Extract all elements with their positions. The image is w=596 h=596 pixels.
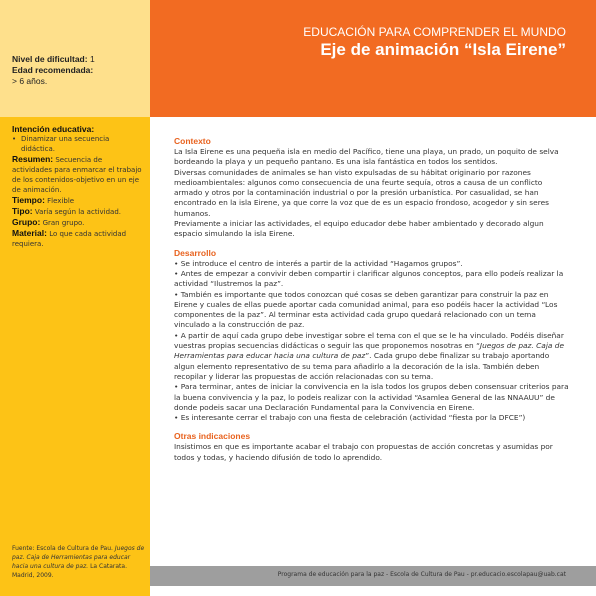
supertitle: EDUCACIÓN PARA COMPRENDER EL MUNDO: [303, 25, 566, 39]
main-content: [174, 136, 570, 463]
difficulty-row: [12, 54, 144, 65]
summary-label: Resumen:: [12, 154, 54, 164]
context-paragraph: La Isla Eirene es una pequeña isla en medio del Pacífico, tiene una playa, un prado, un poquito de selva bordeando la playa y un pequeño pantano. Es una isla fantástica en todos los sentidos.: [174, 147, 559, 167]
development-item: • Se introduce el centro de interés a partir de la actividad “Hagamos grupos”.: [174, 258, 463, 268]
intention-heading: Intención educativa:: [12, 124, 95, 134]
footer-text: Programa de educación para la paz - Escola de Cultura de Pau - pr.educacio.escolapau@uab.cat: [277, 571, 566, 578]
intention-item: • Dinamizar una secuencia didáctica.: [12, 135, 110, 153]
source-suffix: La Catarata. Madrid, 2009.: [12, 563, 127, 579]
summary-block: [12, 154, 142, 195]
development-item: • También es importante que todos conozcan qué cosas se deben garantizar para construir la paz en Eirene y cuales de ellas puede aportar cada comunidad animal, para eso podéis hacer la actividad “Los componentes de la paz”. Al terminar esta actividad cada grupo quedará relacionado con un tema vinculado a la construcción de paz.: [174, 289, 558, 330]
group-block: [12, 217, 142, 228]
other-heading: Otras indicaciones: [174, 431, 251, 442]
bullet-icon: •: [12, 135, 17, 143]
time-label: Tiempo:: [12, 195, 45, 205]
type-value: Varía según la actividad.: [34, 208, 122, 216]
age-value: > 6 años.: [12, 76, 48, 86]
development-item: • Para terminar, antes de iniciar la convivencia en la isla todos los grupos deben consensuar criterios para la buena convivencia y la paz, lo podeis realizar con la actividad “Asamlea General de las NNAAUU” de donde podeis sacar una Declaración Fundamental para la Convivencia en Eirene.: [174, 382, 569, 412]
page-title: Eje de animación “Isla Eirene”: [320, 40, 566, 59]
book-title: Juegos de paz. Caja de Herramientas para educar hacia una cultura de paz: [174, 341, 564, 361]
material-label: Material:: [12, 228, 47, 238]
material-block: [12, 228, 142, 249]
context-heading: Contexto: [174, 136, 211, 146]
time-value: Flexible: [47, 197, 75, 205]
development-item: • Antes de empezar a convivir deben compartir i clarificar algunos conceptos, para ello podeís realizar la actividad “Ilustremos la paz”.: [174, 268, 564, 289]
source-book: Juegos de paz. Caja de Herramientas para educar hacia una cultura de paz.: [12, 545, 145, 570]
type-label: Tipo:: [12, 206, 33, 216]
development-item: • Es interesante cerrar el trabajo con una fiesta de celebración (actividad “fiesta por la DFCE”): [174, 413, 526, 423]
source-citation: [12, 544, 147, 580]
group-value: Gran grupo.: [42, 219, 85, 227]
time-block: [12, 195, 142, 206]
age-label: Edad recomendada:: [12, 65, 94, 75]
context-paragraph: Previamente a iniciar las actividades, el equipo educador debe haber ambientado y decorado algun espacio simulando la isla Eirene.: [174, 219, 544, 239]
meta-info: [12, 54, 144, 87]
other-text: Insistimos en que es importante acabar el trabajo con propuestas de acción concretas y asumidas por todos y todas, y haciendo difusión de todo lo aprendido.: [174, 442, 553, 462]
difficulty-value: 1: [89, 54, 95, 64]
context-paragraph: Diversas comunidades de animales se han visto expulsadas de su hábitat originario por razones medioambientales: algunos como consecuencia de una feurte sequía, otros a causa de un conflicto armado y otros por la contaminación industrial o por la presión urbanística. Por casualidad, se han encontrado en la isla Eirene, ya que corre la voz que de es un espacio frondoso, acogedor y sin seres humanos.: [174, 167, 549, 218]
material-value: Lo que cada actividad requiera.: [12, 230, 127, 248]
summary-text: Secuencia de actividades para enmarcar el trabajo de los contenidos-objetivo en un eje de animación.: [12, 156, 142, 194]
development-item-research: • A partir de aquí cada grupo debe investigar sobre el tema con el que se le ha vinculado. Podéis diseñar vuestras propias secuencias didácticas o seguir las que proponemos nosotras en “Juegos de paz. Caja de Herramientas para educar hacia una cultura de paz”. Cada grupo debe finalizar su trabajo aportando algun elemento representativo de su tema para añadirlo a la decoración de la isla. También deben recopilar y liderar las propuestas de acción relacionadas con su tema.: [174, 330, 564, 381]
development-heading: Desarrollo: [174, 247, 217, 258]
sidebar-content: [12, 124, 142, 249]
group-label: Grupo:: [12, 217, 41, 227]
source-prefix: Fuente: Escola de Cultura de Pau.: [12, 545, 113, 552]
difficulty-label: Nivel de dificultad:: [12, 54, 88, 64]
type-block: [12, 206, 142, 217]
